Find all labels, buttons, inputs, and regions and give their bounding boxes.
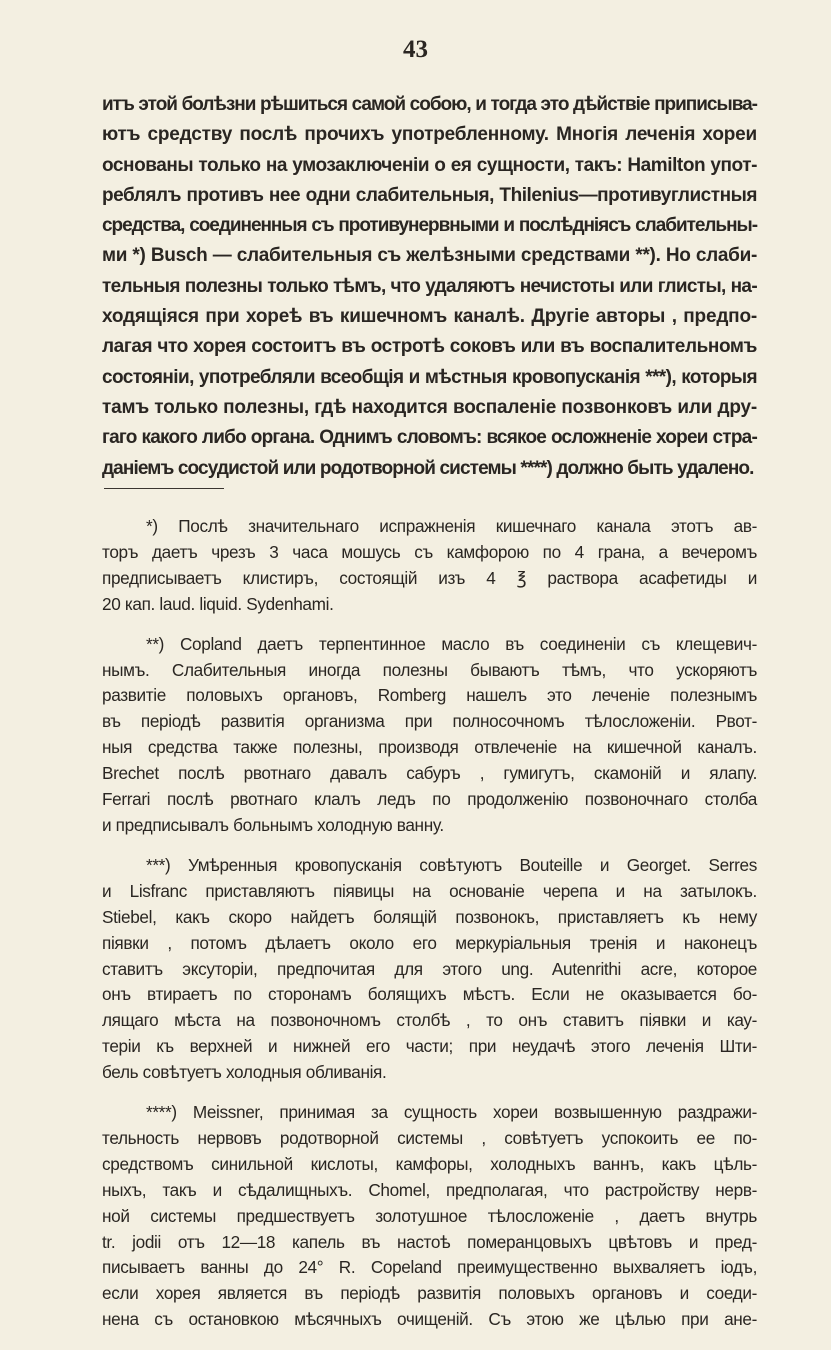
footnote-line: писываетъ ванны до 24° R. Copeland преимущественно выхваляетъ іодъ, xyxy=(102,1257,757,1278)
main-text-line: состояніи, употребляли всеобщія и мѣстныя кровопусканія ***), которыя xyxy=(102,366,757,388)
footnote-line: 20 кап. laud. liquid. Sydenhami. xyxy=(102,593,334,614)
main-text-line: ми *) Busch — слабительныя съ желѣзными средствами **). Но слаби- xyxy=(102,245,757,267)
main-text-line: ютъ средству послѣ прочихъ употребленному. Многія леченія хореи xyxy=(102,124,757,146)
footnote-line: ныхъ, такъ и сѣдалищныхъ. Chomel, предполагая, что растройству нерв- xyxy=(102,1179,757,1200)
main-text-line: лагая что хорея состоитъ въ остротѣ соковъ или въ воспалительномъ xyxy=(102,336,757,358)
main-text-line: тамъ только полезны, гдѣ находится воспаленіе позвонковъ или дру- xyxy=(102,396,757,418)
footnote-line: и предписывалъ больнымъ холодную ванну. xyxy=(102,814,444,835)
main-text-line: гаго какого либо органа. Однимъ словомъ: всякое осложненіе хореи стра- xyxy=(102,427,757,449)
footnote-line: **) Copland даетъ терпентинное масло въ соединеніи съ клещевич- xyxy=(146,633,757,654)
footnote-4 xyxy=(102,1100,757,1333)
footnote-line: ставитъ эксуторіи, предпочитая для этого ung. Autenrithi acre, которое xyxy=(102,958,757,979)
footnote-1 xyxy=(102,514,757,618)
footnote-line: Brechet послѣ рвотнаго давалъ сабуръ , гумигутъ, скамоній и ялапу. xyxy=(102,763,757,784)
main-text-line: даніемъ сосудистой или родотворной системы ****) должно быть удалено. xyxy=(102,457,754,479)
footnote-line: въ періодѣ развитія организма при полносочномъ тѣлосложеніи. Рвот- xyxy=(102,711,757,732)
footnote-line: нымъ. Слабительныя иногда полезны бываютъ тѣмъ, что ускоряютъ xyxy=(102,659,757,680)
footnotes xyxy=(102,514,757,1347)
footnote-line: средствомъ синильной кислоты, камфоры, холодныхъ ваннъ, какъ цѣль- xyxy=(102,1153,757,1174)
page-number: 43 xyxy=(403,36,428,63)
footnote-line: піявки , потомъ дѣлаетъ около его меркуріальныя тренія и наконецъ xyxy=(102,932,757,953)
main-text-line: реблялъ противъ нее одни слабительныя, Thilenius—противуглистныя xyxy=(102,184,757,206)
footnote-line: онъ втираетъ по сторонамъ болящихъ мѣстъ. Если не оказывается бо- xyxy=(102,984,757,1005)
footnote-line: Stiebel, какъ скоро найдетъ болящій позвонокъ, приставляетъ къ нему xyxy=(102,906,757,927)
main-text-line: тельныя полезны только тѣмъ, что удаляютъ нечистоты или глисты, на- xyxy=(102,275,757,297)
footnote-line: теріи къ верхней и нижней его части; при неудачѣ этого леченія Шти- xyxy=(102,1036,757,1057)
footnote-line: развитіе половыхъ органовъ, Romberg нашелъ это леченіе полезнымъ xyxy=(102,685,757,706)
footnote-2 xyxy=(102,632,757,839)
footnote-line: ****) Meissner, принимая за сущность хореи возвышенную раздражи- xyxy=(146,1102,757,1123)
main-text xyxy=(102,90,757,484)
footnote-3 xyxy=(102,853,757,1086)
footnote-divider xyxy=(104,488,224,489)
footnote-line: нена съ остановкою мѣсячныхъ очищеній. Съ этою же цѣлью при ане- xyxy=(102,1309,757,1330)
footnote-line: торъ даетъ чрезъ 3 часа мошусь съ камфорою по 4 грана, а вечеромъ xyxy=(102,541,757,562)
footnote-line: бель совѣтуетъ холодныя обливанія. xyxy=(102,1062,387,1083)
main-text-line: средства, соединенныя съ противунервными и послѣдніясъ слабительны- xyxy=(102,215,757,237)
footnote-line: tr. jodii отъ 12—18 капель въ настоѣ померанцовыхъ цвѣтовъ и пред- xyxy=(102,1231,757,1252)
footnote-line: Ferrari послѣ рвотнаго клалъ ледъ по продолженію позвоночнаго столба xyxy=(102,789,757,810)
main-text-line: ходящіяся при хореѣ въ кишечномъ каналѣ. Другіе авторы , предпо- xyxy=(102,306,757,328)
footnote-line: ныя средства также полезны, производя отвлеченіе на кишечной каналъ. xyxy=(102,737,757,758)
footnote-line: лящаго мѣста на позвоночномъ столбѣ , то онъ ставитъ піявки и кау- xyxy=(102,1010,757,1031)
footnote-line: ной системы предшествуетъ золотушное тѣлосложеніе , даетъ внутрь xyxy=(102,1205,757,1226)
footnote-line: если хорея является въ періодѣ развитія половыхъ органовъ и соеди- xyxy=(102,1283,757,1304)
main-text-line: основаны только на умозаключеніи о ея сущности, такъ: Hamilton упот- xyxy=(102,154,757,176)
footnote-line: предписываетъ клистиръ, состоящій изъ 4 ℥ раствора асафетиды и xyxy=(102,567,757,588)
main-text-line: итъ этой болѣзни рѣшиться самой собою, и тогда это дѣйствіе приписыва- xyxy=(102,94,757,115)
footnote-line: и Lisfranc приставляютъ піявицы на основаніе черепа и на затылокъ. xyxy=(102,880,757,901)
footnote-line: ***) Умѣренныя кровопусканія совѣтуютъ Bouteille и Georget. Serres xyxy=(146,854,757,875)
footnote-line: *) Послѣ значительнаго испражненія кишечнаго канала этотъ ав- xyxy=(146,516,757,536)
footnote-line: тельность нервовъ родотворной системы , совѣтуетъ успокоить ее по- xyxy=(102,1127,757,1148)
